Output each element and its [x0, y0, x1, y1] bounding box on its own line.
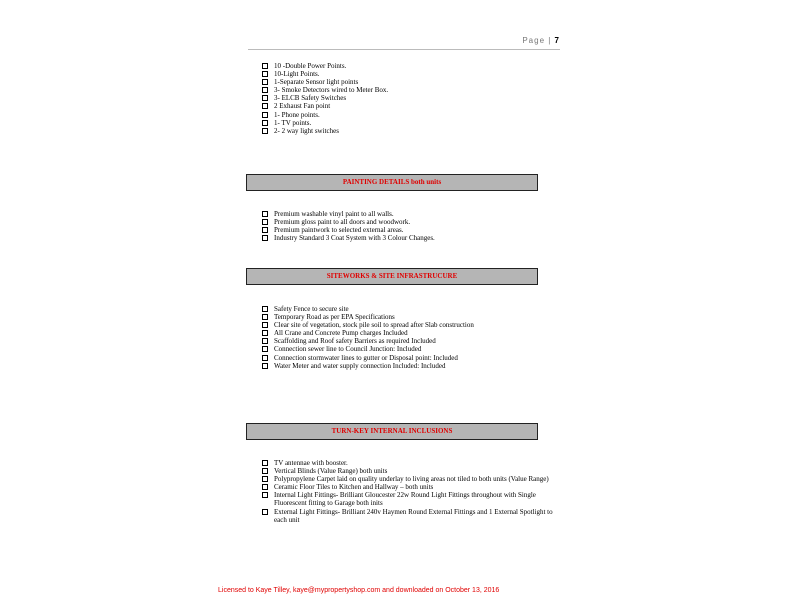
checklist-item: Safety Fence to secure site — [262, 305, 474, 313]
checkbox-icon — [262, 314, 268, 320]
checkbox-icon — [262, 120, 268, 126]
checklist-item: Premium gloss paint to all doors and woodwork. — [262, 218, 435, 226]
checklist-item: External Light Fittings- Brilliant 240v Haymen Round External Fittings and 1 External Spotlight to each unit — [262, 508, 559, 524]
checklist-item: 2 Exhaust Fan point — [262, 102, 388, 110]
checkbox-icon — [262, 128, 268, 134]
checklist-item: Scaffolding and Roof safety Barriers as required Included — [262, 337, 474, 345]
checkbox-icon — [262, 235, 268, 241]
checklist-item: 2- 2 way light switches — [262, 127, 388, 135]
electrical-checklist — [262, 62, 388, 135]
checkbox-icon — [262, 103, 268, 109]
checkbox-icon — [262, 95, 268, 101]
checklist-item: 1- Phone points. — [262, 111, 388, 119]
checklist-item: 10 -Double Power Points. — [262, 62, 388, 70]
checklist-item: TV antennae with booster. — [262, 459, 559, 467]
checkbox-icon — [262, 87, 268, 93]
checklist-item: All Crane and Concrete Pump charges Included — [262, 329, 474, 337]
checkbox-icon — [262, 338, 268, 344]
internal-section-title: TURN-KEY INTERNAL INCLUSIONS — [246, 423, 538, 440]
checkbox-icon — [262, 484, 268, 490]
checkbox-icon — [262, 492, 268, 498]
checklist-item: Water Meter and water supply connection Included: Included — [262, 362, 474, 370]
checkbox-icon — [262, 346, 268, 352]
painting-checklist — [262, 210, 435, 242]
checkbox-icon — [262, 509, 268, 515]
checklist-item: Connection stormwater lines to gutter or Disposal point: Included — [262, 354, 474, 362]
checkbox-icon — [262, 211, 268, 217]
page-number: 7 — [554, 36, 560, 45]
page-header — [470, 36, 560, 50]
checklist-item: 1-Separate Sensor light points — [262, 78, 388, 86]
painting-section-title: PAINTING DETAILS both units — [246, 174, 538, 191]
checkbox-icon — [262, 306, 268, 312]
siteworks-section-title: SITEWORKS & SITE INFRASTRUCURE — [246, 268, 538, 285]
internal-checklist — [262, 459, 559, 524]
checkbox-icon — [262, 363, 268, 369]
header-divider — [248, 49, 560, 50]
checklist-item: Polypropylene Carpet laid on quality underlay to living areas not tiled to both units (Value Range) — [262, 475, 559, 483]
checklist-item: 3- ELCB Safety Switches — [262, 94, 388, 102]
checklist-item: Vertical Blinds (Value Range) both units — [262, 467, 559, 475]
page-label: Page | — [522, 36, 552, 45]
checkbox-icon — [262, 322, 268, 328]
checkbox-icon — [262, 468, 268, 474]
checklist-item: Industry Standard 3 Coat System with 3 Colour Changes. — [262, 234, 435, 242]
checklist-item: Clear site of vegetation, stock pile soil to spread after Slab construction — [262, 321, 474, 329]
checklist-item: Internal Light Fittings- Brilliant Gloucester 22w Round Light Fittings throughout with Single Fluorescent fitting to Garage both inits — [262, 491, 559, 507]
checklist-item: 10-Light Points. — [262, 70, 388, 78]
siteworks-checklist — [262, 305, 474, 370]
checklist-item: Temporary Road as per EPA Specifications — [262, 313, 474, 321]
checkbox-icon — [262, 227, 268, 233]
checkbox-icon — [262, 476, 268, 482]
checklist-item: 1- TV points. — [262, 119, 388, 127]
checklist-item: Connection sewer line to Council Junction: Included — [262, 345, 474, 353]
checklist-item: Premium paintwork to selected external areas. — [262, 226, 435, 234]
checkbox-icon — [262, 355, 268, 361]
checkbox-icon — [262, 219, 268, 225]
checkbox-icon — [262, 460, 268, 466]
checklist-item: 3- Smoke Detectors wired to Meter Box. — [262, 86, 388, 94]
license-footer: Licensed to Kaye Tilley, kaye@mypropertyshop.com and downloaded on October 13, 2016 — [218, 587, 500, 594]
checkbox-icon — [262, 79, 268, 85]
checkbox-icon — [262, 71, 268, 77]
checkbox-icon — [262, 63, 268, 69]
checklist-item: Ceramic Floor Tiles to Kitchen and Hallway – both units — [262, 483, 559, 491]
checkbox-icon — [262, 330, 268, 336]
checkbox-icon — [262, 112, 268, 118]
checklist-item: Premium washable vinyl paint to all walls. — [262, 210, 435, 218]
